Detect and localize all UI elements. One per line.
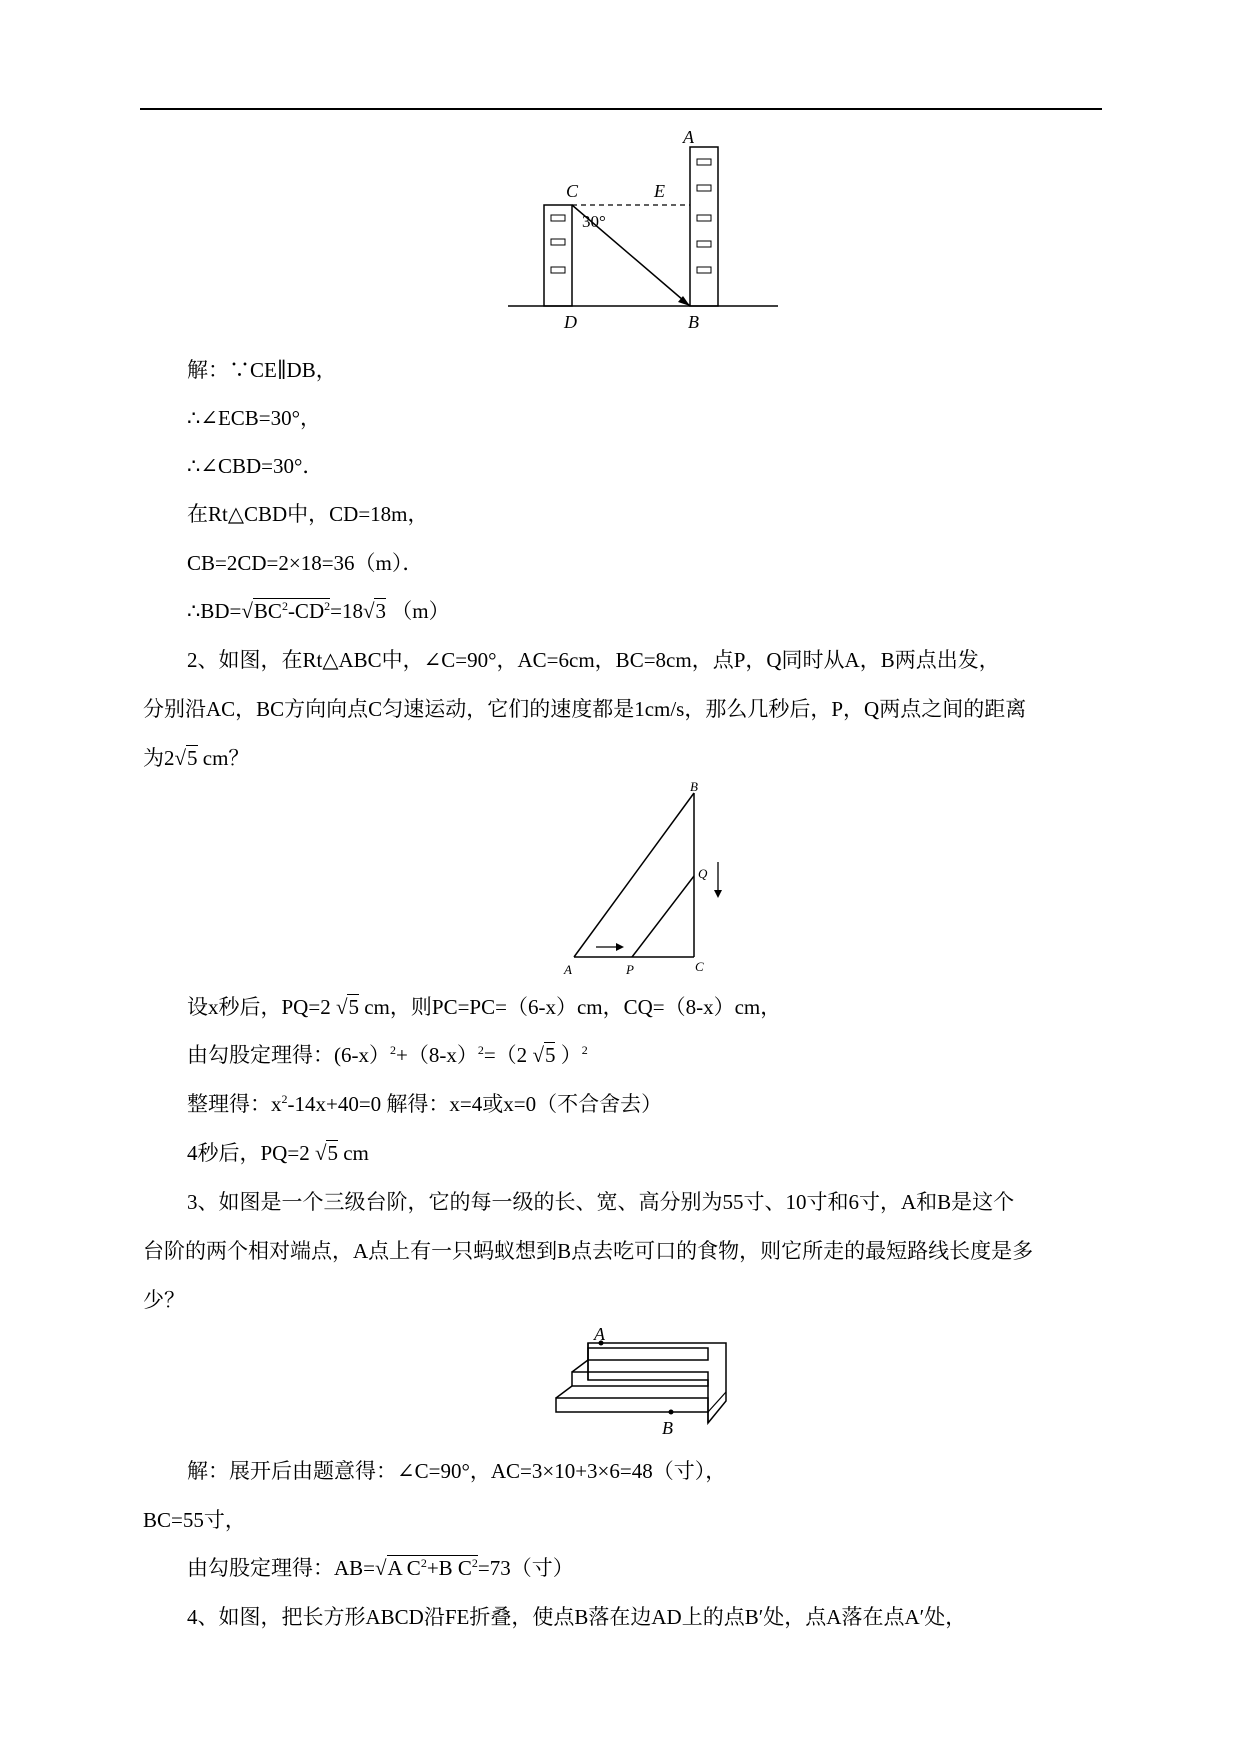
sol1-line1: 解：∵CE∥DB， <box>187 358 337 382</box>
header-rule <box>140 108 1102 110</box>
sol3-line3: 由勾股定理得：AB=√A $C^2+B$ $C^2=73$（寸） <box>187 1556 574 1580</box>
fig1-label-d: D <box>564 312 577 332</box>
figure-staircase <box>548 1320 738 1440</box>
sol2-line2: 由勾股定理得：$(6-x)^2+(8-x)^2=(2$ √5 ）$^2$ <box>187 1043 588 1067</box>
q3-line2: 台阶的两个相对端点，A点上有一只蚂蚁想到B点去吃可口的食物，则它所走的最短路线长度是多 <box>143 1239 1034 1263</box>
q2-line3: 为2√5 cm？ <box>143 746 250 770</box>
q3-line1: 3、如图是一个三级台阶，它的每一级的长、宽、高分别为55寸、10寸和6寸，A和B是这个 <box>187 1190 1015 1214</box>
fig1-label-a: A <box>683 127 694 147</box>
fig3-label-a: A <box>594 1324 605 1344</box>
q3-line3: 少？ <box>143 1288 185 1312</box>
sol1-line3: ∴∠CBD=30°． <box>187 454 324 478</box>
fig2-label-b: B <box>690 780 698 794</box>
sol1-line2: ∴∠ECB=30°， <box>187 406 322 430</box>
sol1-line4: 在Rt△CBD中，CD=18m， <box>187 502 429 526</box>
fig3-label-b: B <box>662 1418 673 1438</box>
fig2-label-p: P <box>626 962 634 977</box>
figure-triangle <box>560 780 735 980</box>
figure-buildings <box>500 125 785 335</box>
fig1-label-c: C <box>566 181 579 201</box>
fig1-label-e: E <box>654 181 665 201</box>
fig2-label-a: A <box>564 962 572 977</box>
sol3-line1: 解：展开后由题意得：∠C=90°，AC=3×10+3×6=48（寸）， <box>187 1459 727 1483</box>
sol2-line1: 设x秒后，PQ=2 √5 cm，则PC=PC=（6-x）cm，CQ=（8-x）cm， <box>187 995 782 1019</box>
sol3-line2: BC=55寸， <box>143 1508 246 1532</box>
sol1-line5: CB=2CD=2×18=36（m）． <box>187 551 424 575</box>
fig2-label-q: Q <box>698 866 708 881</box>
q2-line1: 2、如图，在Rt△ABC中，∠C=90°，AC=6cm，BC=8cm，点P，Q同时从A，B两点出发， <box>187 648 1000 672</box>
sol1-line6: $\therefore BD=√BC^2-CD^2=18√3$ （m） <box>187 599 450 623</box>
q4-line1: 4、如图，把长方形ABCD沿FE折叠，使点B落在边AD上的点B′处，点A落在点A′处， <box>187 1605 967 1629</box>
fig1-label-b: B <box>688 312 699 332</box>
fig1-angle-label: 30° <box>582 212 606 231</box>
q2-line2: 分别沿AC，BC方向向点C匀速运动，它们的速度都是1cm/s，那么几秒后，P，Q两点之间的距离 <box>143 697 1027 721</box>
sol2-line3: 整理得：$x^2-14x+40=0$ 解得：x=4或x=0（不合舍去） <box>187 1092 663 1116</box>
fig2-label-c: C <box>695 959 704 974</box>
sol2-line4: 4秒后，PQ=2 √5 cm <box>187 1141 369 1165</box>
